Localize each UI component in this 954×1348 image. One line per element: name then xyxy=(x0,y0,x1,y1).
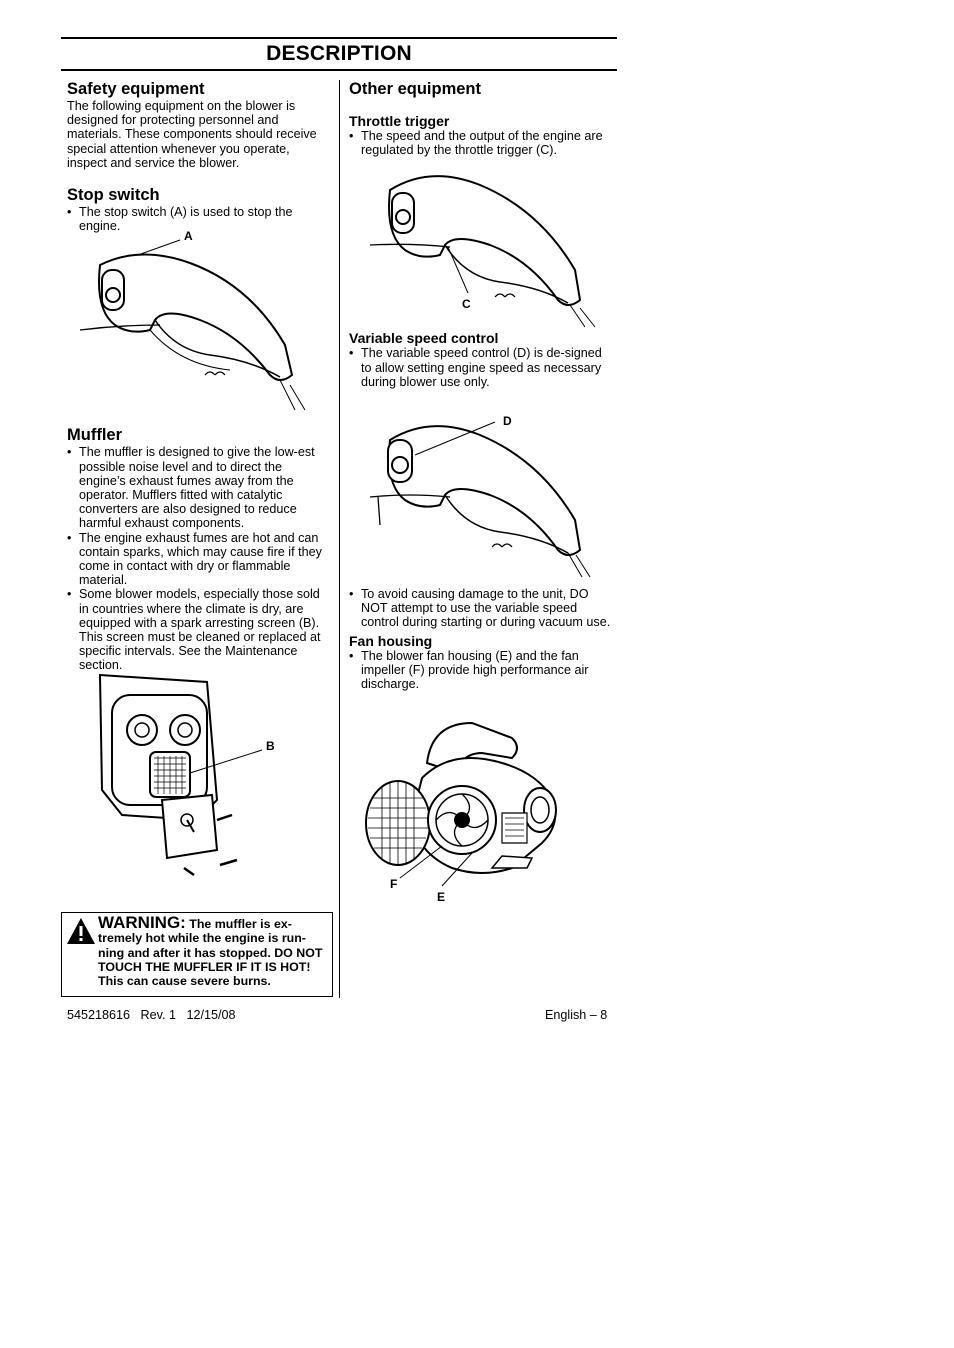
throttle-trigger-illustration xyxy=(370,165,600,330)
variable-speed-heading: Variable speed control xyxy=(349,330,499,347)
variable-speed-caution-bullet: • To avoid causing damage to the unit, DO NOT attempt to use the variable speed control during starting or during vacuum use. xyxy=(349,587,611,630)
callout-b: B xyxy=(266,739,275,753)
callout-a: A xyxy=(184,229,193,243)
callout-c: C xyxy=(462,297,471,311)
warning-message: The muffler is ex-tremely hot while the engine is run-ning and after it has stopped. DO NOT TOUCH THE MUFFLER IF IT IS HOT! This can cause severe burns. xyxy=(98,917,323,989)
page-number: English – 8 xyxy=(545,1008,608,1022)
callout-f: F xyxy=(390,877,398,891)
throttle-trigger-bullet: • The speed and the output of the engine are regulated by the throttle trigger (C). xyxy=(349,129,611,157)
other-equipment-heading: Other equipment xyxy=(349,80,482,98)
warning-text xyxy=(98,913,328,989)
variable-speed-list xyxy=(349,346,611,389)
page-title: DESCRIPTION xyxy=(266,42,412,65)
muffler-illustration xyxy=(92,670,282,885)
callout-d: D xyxy=(503,414,512,428)
throttle-trigger-list xyxy=(349,129,611,157)
muffler-bullet: • The engine exhaust fumes are hot and can contain sparks, which may cause fire if they come in contact with dry or flammable material. xyxy=(67,531,329,588)
warning-label: WARNING: xyxy=(98,913,186,932)
document-number: 545218616 Rev. 1 12/15/08 xyxy=(67,1008,236,1022)
muffler-bullet: • The muffler is designed to give the low-est possible noise level and to direct the engine’s exhaust fumes away from the operator. Mufflers fitted with catalytic converters are also designed to reduce harmful exhaust components. xyxy=(67,445,329,530)
stop-switch-bullet: • The stop switch (A) is used to stop the engine. xyxy=(67,205,329,233)
fan-housing-bullet: • The blower fan housing (E) and the fan impeller (F) provide high performance air discharge. xyxy=(349,649,611,692)
stop-switch-illustration xyxy=(80,235,310,415)
throttle-trigger-heading: Throttle trigger xyxy=(349,113,450,129)
warning-triangle-icon xyxy=(66,917,96,945)
variable-speed-caution-list xyxy=(349,587,611,630)
page-title-bar xyxy=(61,37,617,71)
safety-equipment-heading: Safety equipment xyxy=(67,80,205,98)
muffler-bullet: • Some blower models, especially those sold in countries where the climate is dry, are equipped with a spark arresting screen (B). This screen must be cleaned or replaced at specific intervals. See the Maintenance section. xyxy=(67,587,329,672)
stop-switch-list xyxy=(67,205,329,233)
variable-speed-bullet: • The variable speed control (D) is de-signed to allow setting engine speed as necessary during blower use only. xyxy=(349,346,611,389)
fan-housing-illustration xyxy=(362,718,567,893)
muffler-list xyxy=(67,445,329,672)
variable-speed-illustration xyxy=(370,415,595,580)
fan-housing-heading: Fan housing xyxy=(349,632,433,649)
safety-equipment-body: The following equipment on the blower is designed for protecting personnel and materials. These components should receive special attention whenever you operate, inspect and service the blower. xyxy=(67,99,317,170)
muffler-heading: Muffler xyxy=(67,426,122,445)
stop-switch-heading: Stop switch xyxy=(67,186,160,205)
fan-housing-list xyxy=(349,649,611,692)
warning-box xyxy=(61,912,333,997)
column-divider xyxy=(339,80,340,998)
callout-e: E xyxy=(437,890,446,904)
